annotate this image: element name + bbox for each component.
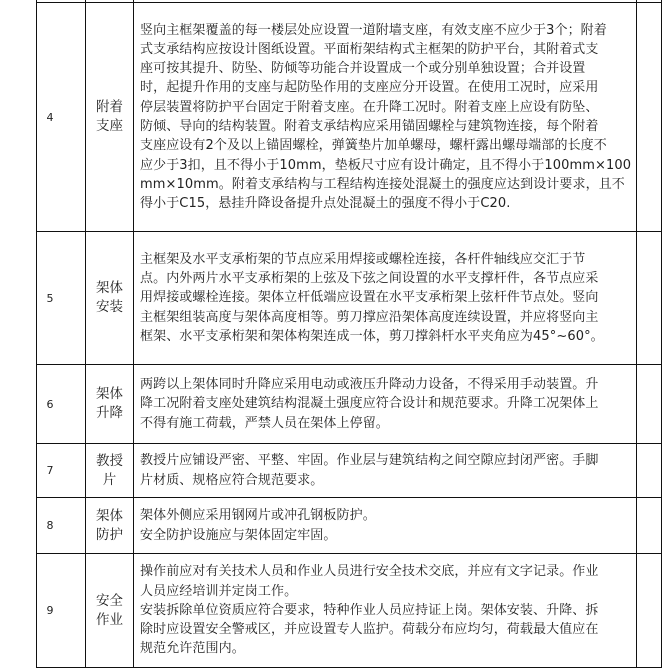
item-name <box>86 554 134 668</box>
content-line: 片材质、规格应符合规范要求。 <box>140 472 324 488</box>
content-line: 主框架组装高度与架体高度相等。剪刀撑应沿架体高度连续设置，并应将竖向主 <box>140 309 599 325</box>
row-number: 7 <box>37 444 86 498</box>
item-name-text: 升降 <box>96 405 123 421</box>
item-name-text: 防护 <box>96 526 123 543</box>
remarks-cell <box>637 444 662 498</box>
content-line: 人员应经培训并定岗工作。 <box>140 583 298 599</box>
content-line: 架体外侧应采用钢网片或冲孔钢板防护。 <box>140 508 376 524</box>
item-name-text: 作业 <box>96 611 123 628</box>
content-line: 式支承结构应按设计图纸设置。平面桁架结构式主框架的防护平台，其附着式支 <box>140 41 599 57</box>
requirement-content <box>134 3 637 232</box>
content-line: 停层装置将防护平台固定于附着支座。在升降工况时。附着支座上应设有防坠、 <box>140 99 599 115</box>
content-line: 不得有施工荷载，严禁人员在架体上停留。 <box>140 415 389 431</box>
requirement-content <box>134 498 637 554</box>
content-line: 框架、水平支承桁架和架体构架连成一体，剪刀撑斜杆水平夹角应为45°~60°。 <box>140 328 604 344</box>
content-line: 点。内外两片水平支承桁架的上弦及下弦之间设置的水平支撑杆件，各节点应采 <box>140 271 599 287</box>
table-row <box>37 3 662 232</box>
content-line: 得小于C15，悬挂升降设备提升点处混凝土的强度不得小于C20. <box>140 196 511 212</box>
row-number: 4 <box>37 3 86 232</box>
item-name-text: 架体 <box>96 507 123 524</box>
requirement-content <box>134 365 637 444</box>
content-line: 竖向主框架覆盖的每一楼层处应设置一道附墙支座，有效支座不应少于3个；附着 <box>140 22 607 38</box>
content-line: 主框架及水平支承桁架的节点应采用焊接或螺栓连接，各杆件轴线应交汇于节 <box>140 251 586 267</box>
content-line: 防倾、导向的结构装置。附着支承结构应采用锚固螺栓与建筑物连接，每个附着 <box>140 119 599 134</box>
content-line: 座可按其提升、防坠、防倾等功能合并设置成一个或分别单独设置；合并设置 <box>140 61 586 77</box>
requirements-table <box>36 0 662 668</box>
item-name-text: 片 <box>102 471 117 488</box>
content-line: 降工况附着支座处建筑结构混凝土强度应符合设计和规范要求。升降工况架体上 <box>140 396 599 412</box>
content-line: 规范允许范围内。 <box>140 641 245 657</box>
remarks-cell <box>637 365 662 444</box>
item-name-text: 教授 <box>96 452 123 469</box>
row-number: 9 <box>37 554 86 668</box>
table-row <box>37 498 662 554</box>
item-name <box>86 498 134 554</box>
content-line: 用焊接或螺栓连接。架体立杆低端应设置在水平支承桁架上弦杆件节点处。竖向 <box>140 290 599 306</box>
requirement-content <box>134 232 637 365</box>
content-line: 安装拆除单位资质应符合要求，特种作业人员应持证上岗。架体安装、升降、拆 <box>140 602 599 618</box>
table-body <box>37 0 662 668</box>
content-line: 教授片应铺设严密、平整、牢固。作业层与建筑结构之间空隙应封闭严密。手脚 <box>140 453 599 469</box>
item-name <box>86 3 134 232</box>
item-name-text: 附着 <box>96 99 123 115</box>
table-row <box>37 232 662 365</box>
table-row <box>37 365 662 444</box>
content-line: 安全防护设施应与架体固定牢固。 <box>140 527 337 543</box>
requirement-content <box>134 554 637 668</box>
content-line: 操作前应对有关技术人员和作业人员进行安全技术交底，并应有文字记录。作业 <box>140 564 599 580</box>
item-name-text: 架体 <box>96 280 123 296</box>
item-name-text: 架体 <box>96 386 123 402</box>
remarks-cell <box>637 554 662 668</box>
remarks-cell <box>637 232 662 365</box>
item-name <box>86 232 134 365</box>
content-line: mm×10mm。附着支承结构与工程结构连接处混凝土的强度应达到设计要求，且不 <box>140 176 625 192</box>
remarks-cell <box>637 498 662 554</box>
row-number: 6 <box>37 365 86 444</box>
content-line: 时，起提升作用的支座与起防坠作用的支座应分开设置。在使用工况时，应采用 <box>140 80 599 96</box>
row-number: 8 <box>37 498 86 554</box>
content-line: 支座应设有2个及以上锚固螺栓，弹簧垫片加单螺母，螺杆露出螺母端部的长度不 <box>140 138 607 154</box>
remarks-cell <box>637 3 662 232</box>
table-row <box>37 554 662 668</box>
item-name-text: 支座 <box>96 118 123 134</box>
item-name <box>86 365 134 444</box>
table-row <box>37 444 662 498</box>
row-number: 5 <box>37 232 86 365</box>
item-name-text: 安装 <box>96 299 123 315</box>
item-name <box>86 444 134 498</box>
item-name-text: 安全 <box>96 592 123 609</box>
content-line: 应少于3扣，且不得小于10mm，垫板尺寸应有设计确定，且不得小于100mm×100 <box>140 157 632 173</box>
requirement-content <box>134 444 637 498</box>
content-line: 除时应设置安全警戒区，并应设置专人监护。荷载分布应均匀，荷载最大值应在 <box>140 622 599 638</box>
content-line: 两跨以上架体同时升降应采用电动或液压升降动力设备，不得采用手动装置。升 <box>140 377 599 393</box>
